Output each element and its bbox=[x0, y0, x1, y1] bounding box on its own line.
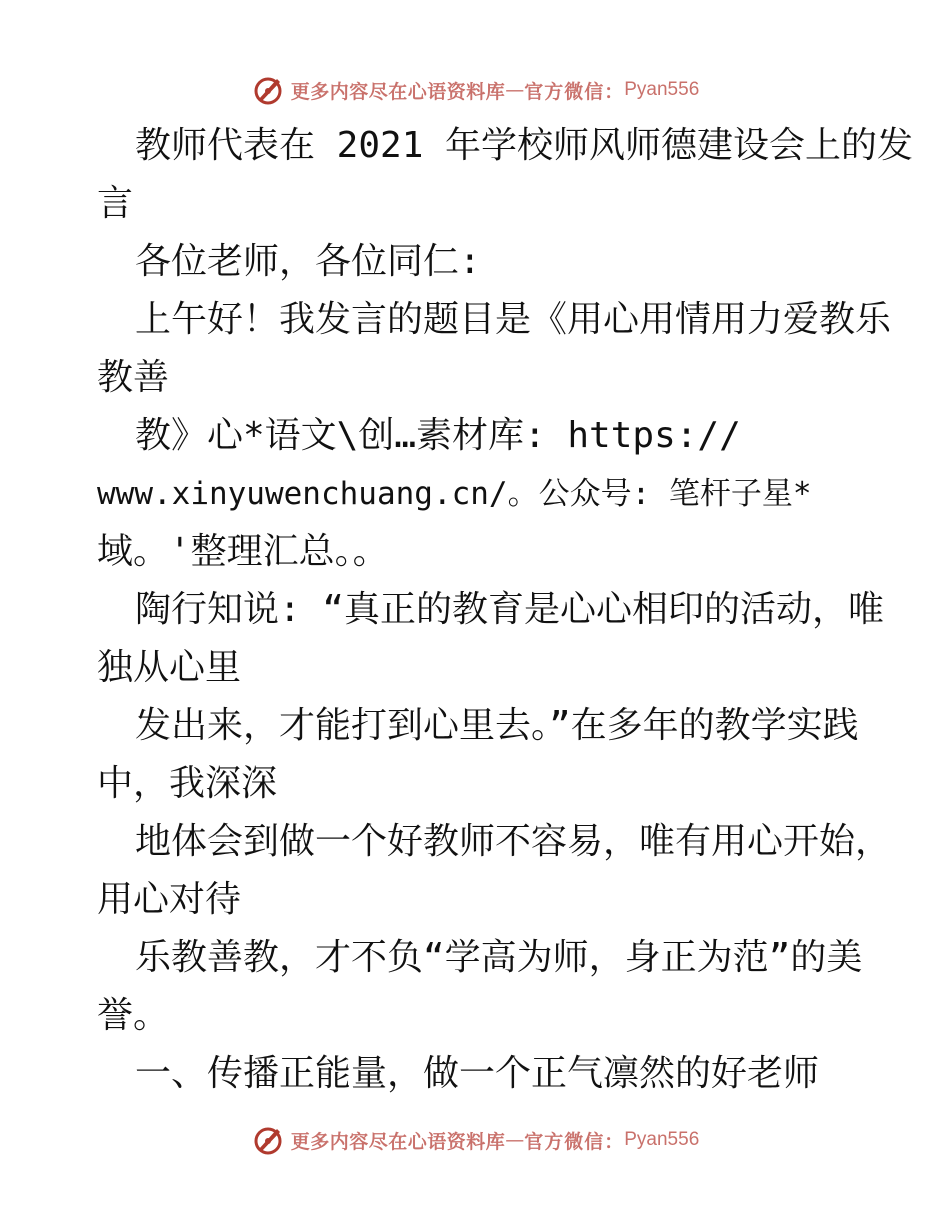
paragraph-line: 陶行知说: “真正的教育是心心相印的活动，唯 bbox=[135, 589, 885, 630]
header-banner bbox=[0, 70, 950, 110]
section-heading: 一、传播正能量，做一个正气凛然的好老师 bbox=[135, 1053, 820, 1094]
footer-banner bbox=[0, 1120, 950, 1160]
banner-dash: — bbox=[505, 79, 525, 101]
quill-logo-icon bbox=[251, 1123, 285, 1157]
banner-wechat-id: Pyan556 bbox=[624, 1129, 700, 1150]
paragraph-line: www.xinyuwenchuang.cn/。公众号: 笔杆子星* bbox=[97, 476, 812, 512]
paragraph-line: 中，我深深 bbox=[97, 763, 278, 804]
banner-dash: — bbox=[505, 1129, 525, 1151]
quill-logo-icon bbox=[251, 73, 285, 107]
paragraph-line: 用心对待 bbox=[97, 879, 242, 920]
banner-wechat-label: 官方微信： bbox=[524, 80, 625, 103]
paragraph-line: 独从心里 bbox=[97, 647, 242, 688]
paragraph-line: 誉。 bbox=[97, 995, 170, 1036]
title-line-1: 教师代表在 2021 年学校师风师德建设会上的发 bbox=[135, 125, 914, 166]
paragraph-line: 乐教善教，才不负“学高为师，身正为范”的美 bbox=[135, 937, 863, 978]
document-body bbox=[97, 117, 914, 1103]
banner-wechat-id: Pyan556 bbox=[624, 79, 700, 100]
title-line-2: 言 bbox=[97, 183, 134, 224]
paragraph-line: 上午好！我发言的题目是《用心用情用力爱教乐 bbox=[135, 299, 892, 340]
paragraph-line: 教善 bbox=[97, 357, 170, 398]
banner-brand-text: 更多内容尽在心语资料库 bbox=[290, 1130, 506, 1153]
paragraph-line: 域。'整理汇总。。 bbox=[97, 531, 389, 572]
paragraph-line: 发出来，才能打到心里去。”在多年的教学实践 bbox=[135, 705, 859, 746]
paragraph-line: 教》心*语文\创…素材库: https:// bbox=[135, 415, 741, 456]
salutation: 各位老师，各位同仁: bbox=[135, 241, 481, 282]
banner-wechat-label: 官方微信： bbox=[524, 1130, 625, 1153]
banner-brand-text: 更多内容尽在心语资料库 bbox=[290, 80, 506, 103]
paragraph-line: 地体会到做一个好教师不容易，唯有用心开始， bbox=[135, 821, 892, 862]
